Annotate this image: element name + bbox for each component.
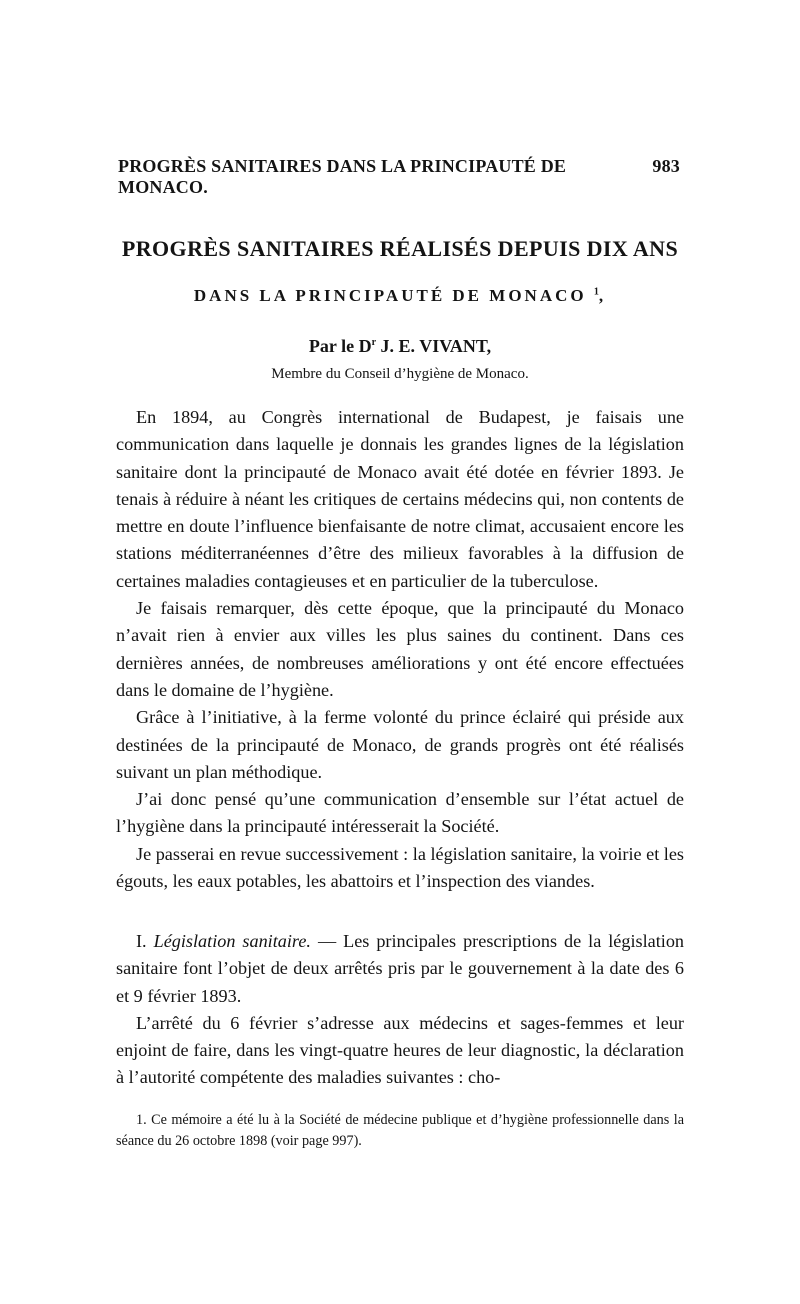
paragraph-2: Je faisais remarquer, dès cette époque, que la principauté du Monaco n’avait rien à envier aux villes les plus saines du continent. Dans ces dernières années, de nombreuses améliorations y ont été encore effectuées dans le domaine de l’hygiène.: [116, 598, 684, 700]
footnote-marker: 1: [593, 286, 599, 298]
introduction-section: [116, 404, 684, 895]
paragraph-4: J’ai donc pensé qu’une communication d’ensemble sur l’état actuel de l’hygiène dans la principauté intéresserait la Société.: [116, 789, 684, 837]
author-byline: [110, 336, 690, 357]
section-heading-paragraph: [116, 928, 684, 1010]
author-affiliation: Membre du Conseil d’hygiène de Monaco.: [271, 366, 529, 382]
paragraph-3: Grâce à l’initiative, à la ferme volonté du prince éclairé qui préside aux destinées de la principauté de Monaco, de grands progrès ont été réalisés suivant un plan méthodique.: [116, 707, 684, 782]
byline-sup: r: [371, 337, 377, 348]
article-subtitle-text: DANS LA PRINCIPAUTÉ DE MONACO: [193, 286, 587, 305]
paragraph-1: En 1894, au Congrès international de Budapest, je faisais une communication dans laquelle je donnais les grandes lignes de la législation sanitaire dont la principauté de Monaco avait été dotée en février 1893. Je tenais à réduire à néant les critiques de certains médecins qui, non contents de mettre en doute l’influence bienfaisante de notre climat, accusaient encore les stations méditerranéennes d’être des milieux favorables à la diffusion de certaines maladies contagieuses et en particulier de la tuberculose.: [116, 407, 684, 591]
article-subtitle: [110, 286, 690, 306]
footnote: 1. Ce mémoire a été lu à la Société de médecine publique et d’hygiène professionnelle dans la séance du 26 octobre 1898 (voir page 997).: [116, 1112, 684, 1149]
section-legislation: [116, 928, 684, 1092]
running-head: [118, 156, 680, 198]
paragraph-5: Je passerai en revue successivement : la législation sanitaire, la voirie et les égouts, les eaux potables, les abattoirs et l’inspection des viandes.: [116, 843, 684, 892]
page-number: 983: [652, 156, 680, 176]
byline-prefix: Par le D: [308, 336, 372, 356]
article-title: PROGRÈS SANITAIRES RÉALISÉS DEPUIS DIX ANS: [121, 236, 679, 261]
running-head-title: PROGRÈS SANITAIRES DANS LA PRINCIPAUTÉ DE MONACO.: [118, 156, 567, 197]
author-name: J. E. VIVANT,: [380, 336, 492, 356]
section-heading: Législation sanitaire.: [153, 931, 311, 951]
section-text: — Les principales prescriptions de la législation sanitaire font l’objet de deux arrêtés pris par le gouvernement à la date des 6 et 9 février 1893.: [116, 931, 685, 1006]
article-subtitle-end: ,: [598, 286, 607, 305]
section-number: I.: [136, 931, 147, 951]
section-paragraph-2: L’arrêté du 6 février s’adresse aux médecins et sages-femmes et leur enjoint de faire, dans les vingt-quatre heures de leur diagnostic, la déclaration à l’autorité compétente des maladies suivantes : cho-: [116, 1012, 684, 1088]
